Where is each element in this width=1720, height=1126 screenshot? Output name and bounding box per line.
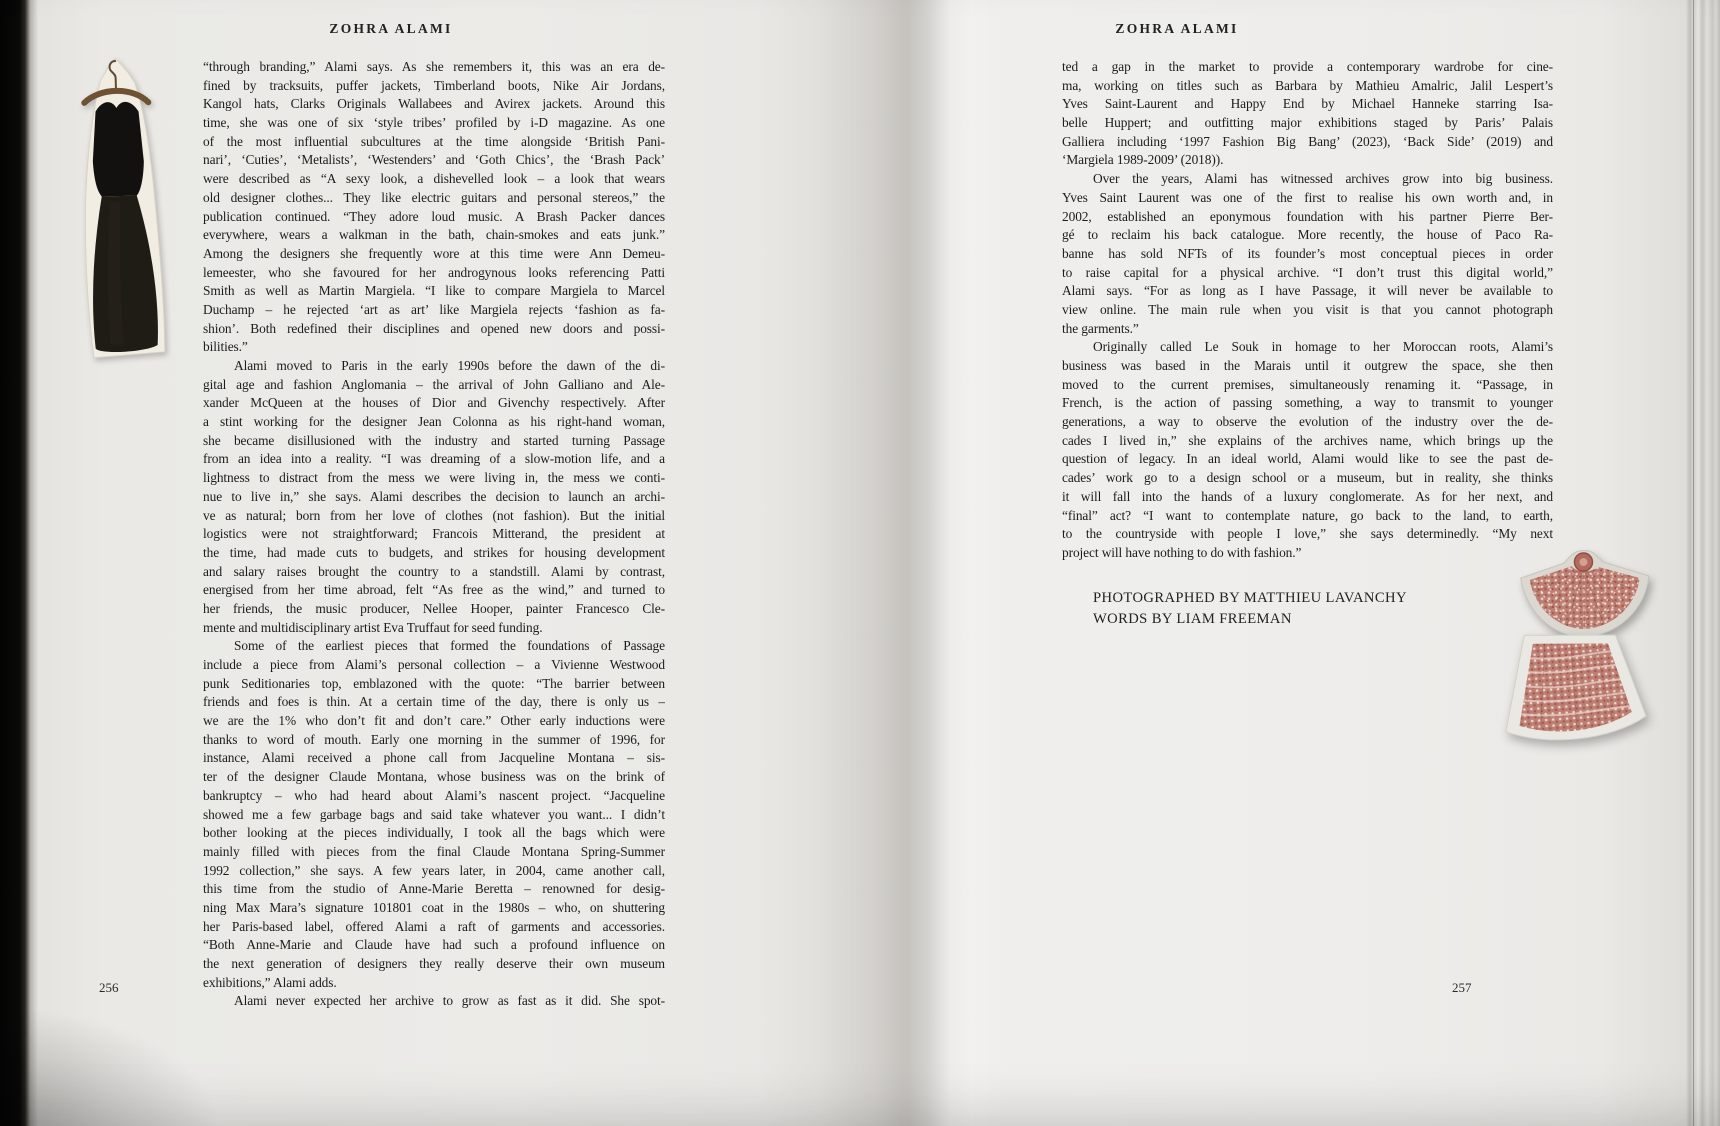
text-line: 2002, established an eponymous foundation with his partner Pierre Ber- (1062, 208, 1553, 224)
text-line: Among the designers she frequently wore at this time were Ann Demeu- (203, 245, 665, 261)
text-line: time, she was one of six ‘style tribes’ profiled by i-D magazine. As one (203, 115, 665, 131)
text-line: this time from the studio of Anne-Marie Beretta – renowned for desig- (203, 881, 665, 897)
text-line: mainly filled with pieces from the final Claude Montana Spring-Summer (203, 843, 665, 859)
text-line: generations, a way to observe the evolution of the industry over the de- (1062, 414, 1553, 430)
text-line: ted a gap in the market to provide a contemporary wardrobe for cine- (1062, 59, 1553, 74)
text-line: instance, Alami received a phone call from Jacqueline Montana – sis- (203, 750, 665, 766)
paragraph (203, 637, 665, 992)
text-line: bankruptcy – who had heard about Alami’s nascent project. “Jacqueline (203, 787, 665, 803)
text-line: lightness to distract from the mess we were living in, the mess we conti- (203, 470, 665, 486)
text-line: ma, working on titles such as Barbara by Mathieu Amalric, Jalil Lespert’s (1062, 77, 1553, 93)
red-skirt-image (1486, 626, 1662, 750)
text-line: logistics were not straightforward; Francois Mitterand, the president at (203, 526, 665, 542)
text-line: include a piece from Alami’s personal collection – a Vivienne Westwood (203, 657, 665, 672)
text-line: Some of the earliest pieces that formed the foundations of Passage (234, 638, 665, 654)
text-line: nari’, ‘Cuties’, ‘Metalists’, ‘Westenders’ and ‘Goth Chics’, the ‘Brash Pack’ (203, 152, 665, 168)
text-line: “through branding,” Alami says. As she remembers it, this was an era de- (203, 59, 665, 74)
text-line: business was based in the Marais until it outgrew the space, she then (1062, 358, 1553, 373)
text-line: publication continued. “They adore loud music. A Brash Packer dances (203, 208, 665, 224)
text-line: cades’ work go to a design school or a museum, but in reality, she thinks (1062, 470, 1553, 486)
text-line: she became disillusioned with the industry and started turning Passage (203, 432, 665, 448)
text-line: to raise capital for a physical archive. “I don’t trust this digital world,” (1062, 264, 1553, 280)
text-line: French, is the action of passing something, a way to transmit to younger (1062, 395, 1553, 411)
text-line: her Paris-based label, offered Alami a raft of garments and accessories. (203, 918, 665, 934)
text-line: Galliera including ‘1997 Fashion Big Bang’ (2023), ‘Back Side’ (2019) and (1062, 133, 1553, 149)
text-line: ve as natural; born from her love of clothes (not fashion). But the initial (203, 507, 665, 523)
text-line: bother looking at the pieces individually, I took all the bags which were (203, 825, 665, 841)
text-line: Yves Saint Laurent was one of the first to realise his own worth and, in (1062, 189, 1553, 205)
text-line: energised from her time abroad, felt “As free as the wind,” and turned to (203, 582, 665, 598)
running-head-right: ZOHRA ALAMI (1115, 21, 1239, 36)
text-line: “final” act? “I want to contemplate nature, go back to the land, to earth, (1062, 507, 1553, 523)
text-line: banne has sold NFTs of its founder’s most conceptual pieces in order (1062, 245, 1553, 261)
text-line: Alami moved to Paris in the early 1990s before the dawn of the di- (234, 358, 665, 373)
text-line: Yves Saint-Laurent and Happy End by Michael Hanneke starring Isa- (1062, 96, 1553, 112)
paragraph (1062, 58, 1553, 170)
text-line: project will have nothing to do with fashion.” (1062, 544, 1302, 560)
text-line: punk Seditionaries top, emblazoned with the quote: “The barrier between (203, 675, 665, 691)
right-page-text-column (1062, 58, 1553, 563)
gown-bodice (91, 101, 144, 196)
text-line: Alami never expected her archive to grow as fast as it did. She spot- (234, 993, 665, 1009)
text-line: we are the 1% who don’t fit and don’t care.” Other early inductions were (203, 713, 665, 729)
text-line: bilities.” (203, 339, 248, 355)
text-line: Duchamp – he rejected ‘art as art’ like Margiela rejects ‘fashion as fa- (203, 301, 665, 317)
text-line: Alami says. “For as long as I have Passage, it will never be available to (1062, 283, 1553, 299)
text-line: thanks to word of mouth. Early one morning in the summer of 1996, for (203, 731, 665, 747)
text-line: nue to live in,” she says. Alami describes the decision to launch an archi- (203, 488, 665, 504)
text-line: “Both Anne-Marie and Claude have had such a profound influence on (203, 937, 665, 953)
text-line: to the countryside with people I love,” she says determinedly. “My next (1062, 526, 1553, 542)
text-line: ning Max Mara’s signature 101801 coat in the 1980s – who, on shuttering (203, 899, 665, 915)
text-line: Kangol hats, Clarks Originals Wallabees and Avirex jackets. Around this (203, 96, 665, 112)
text-line: ‘Margiela 1989-2009’ (2018)). (1062, 152, 1224, 168)
text-line: her friends, the music producer, Nellee Hooper, painter Francesco Cle- (203, 600, 665, 616)
page-number-left: 256 (99, 980, 119, 995)
black-gown-on-hanger-image (58, 56, 180, 361)
text-line: 1992 collection,” she says. A few years later, in 2004, came another call, (203, 862, 665, 878)
paragraph (1062, 170, 1553, 338)
text-line: were described as “A sexy look, a dishevelled look – a look that wears (203, 171, 665, 187)
text-line: moved to the current premises, simultaneously renaming it. “Passage, in (1062, 376, 1553, 392)
page-number-right: 257 (1452, 980, 1472, 995)
paragraph (203, 357, 665, 637)
text-line: Originally called Le Souk in homage to her Moroccan roots, Alami’s (1093, 339, 1553, 355)
text-line: view online. The main rule when you visit is that you cannot photograph (1062, 301, 1553, 317)
text-line: showed me a few garbage bags and said take whatever you want... I didn’t (203, 806, 665, 822)
text-line: and salary raises brought the country to a standstill. Alami by contrast, (203, 563, 665, 579)
text-line: question of legacy. In an ideal world, Alami would like to see the past de- (1062, 451, 1553, 467)
paragraph (203, 58, 665, 357)
text-line: it will fall into the hands of a luxury conglomerate. As for her next, and (1062, 488, 1553, 504)
text-line: everywhere, wears a walkman in the bath, chain-smokes and eats junk.” (203, 227, 665, 243)
text-line: cades I lived in,” she explains of the archives name, which brings up the (1062, 432, 1553, 448)
text-line: the time, had made cuts to budgets, and strikes for housing development (203, 544, 665, 560)
paragraph (1062, 338, 1553, 562)
credit-line: WORDS BY LIAM FREEMAN (1093, 611, 1292, 627)
text-line: a stint working for the designer Jean Colonna as his right-hand woman, (203, 414, 665, 430)
text-line: the garments.” (1062, 320, 1139, 336)
text-line: gé to reclaim his back catalogue. More recently, the house of Paco Ra- (1062, 227, 1553, 243)
credit-line: PHOTOGRAPHED BY MATTHIEU LAVANCHY (1093, 590, 1407, 606)
text-line: Over the years, Alami has witnessed archives grow into big business. (1093, 171, 1553, 187)
text-line: ter of the designer Claude Montana, whose business was on the brink of (203, 769, 665, 785)
left-page-text-column (203, 58, 665, 1011)
text-line: belle Huppert; and outfitting major exhibitions staged by Paris’ Palais (1062, 115, 1553, 131)
text-line: mente and multidisciplinary artist Eva Truffaut for seed funding. (203, 619, 543, 635)
text-line: shion’. Both redefined their disciplines and opened new doors and possi- (203, 320, 665, 336)
text-line: the next generation of designers they really deserve their own museum (203, 956, 665, 971)
text-line: Smith as well as Martin Margiela. “I like to compare Margiela to Marcel (203, 283, 665, 299)
running-head-left: ZOHRA ALAMI (329, 21, 453, 36)
text-line: old designer clothes... They like electric guitars and personal stereos,” the (203, 189, 665, 205)
text-line: from an idea into a reality. “I was dreaming of a slow-motion life, and a (203, 451, 665, 467)
text-line: friends and foes is thin. At a certain time of the day, there is only us – (203, 694, 665, 710)
credits-block (1093, 588, 1407, 630)
text-line: lemeester, who she favoured for her androgynous looks referencing Patti (203, 264, 665, 280)
paragraph (203, 992, 665, 1011)
text-line: gital age and fashion Anglomania – the arrival of John Galliano and Ale- (203, 376, 665, 392)
fore-edge-pages (1686, 0, 1720, 1126)
book-spine-edge (0, 0, 38, 1126)
text-line: of the most influential subcultures at the time alongside ‘British Pani- (203, 133, 665, 149)
page-gutter-shadow (818, 0, 1008, 1126)
text-line: fined by tracksuits, puffer jackets, Timberland boots, Nike Air Jordans, (203, 77, 665, 93)
text-line: xander McQueen at the houses of Dior and Givenchy respectively. After (203, 395, 665, 411)
text-line: exhibitions,” Alami adds. (203, 974, 337, 990)
fore-edge-page-line (1693, 0, 1694, 1126)
